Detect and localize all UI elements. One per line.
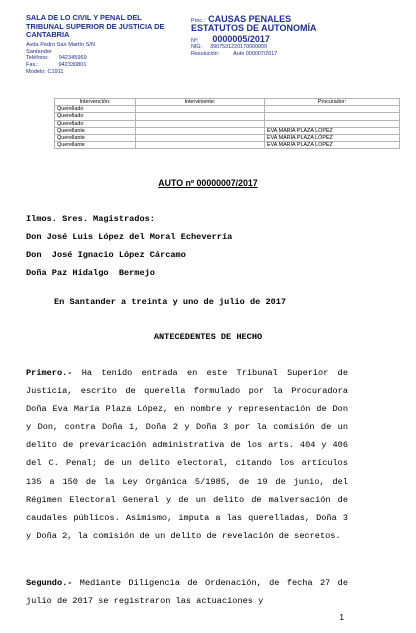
institution-name [26, 14, 186, 40]
place-date: En Santander a treinta y uno de julio de 2017 [54, 297, 287, 307]
case-number-row [191, 34, 391, 44]
column-header: Intervención: [55, 99, 136, 106]
nig-value: 3907531220170000009 [210, 44, 268, 50]
auto-title: AUTO nº 00000007/2017 [158, 178, 258, 188]
nig-label: NIG: [191, 44, 203, 50]
fax-label: Fax.: [26, 62, 39, 69]
table-cell: Querellado [55, 113, 136, 120]
table-row [55, 142, 400, 149]
table-cell [136, 142, 265, 149]
magistrate-name: Don José Luis López del Moral Echeverría [26, 232, 233, 242]
primero-label: Primero.- [26, 368, 73, 378]
table-row [55, 106, 400, 113]
table-cell: EVA MARÍA PLAZA LOPEZ [265, 142, 400, 149]
resolution-value: Auto 000007/2017 [233, 50, 278, 57]
primero-paragraph [26, 364, 348, 545]
magistrates-heading: Ilmos. Sres. Magistrados: [26, 214, 155, 224]
table-cell: Querellado [55, 106, 136, 113]
institution-line: SALA DE LO CIVIL Y PENAL DEL [26, 13, 142, 22]
table-cell: Querellante [55, 135, 136, 142]
resolution-label: Resolución: [191, 50, 220, 57]
proc-subtitle: ESTATUTOS DE AUTONOMÍA [191, 23, 317, 33]
case-number: 0000005/2017 [212, 34, 270, 44]
column-header: Interviniente: [136, 99, 265, 106]
parties-table [54, 98, 400, 149]
resolution-row [191, 51, 391, 58]
magistrate-name: Doña Paz Hidalgo Bermejo [26, 268, 155, 278]
table-row [55, 113, 400, 120]
page-number: 1 [339, 612, 344, 622]
nig-row [191, 44, 391, 51]
segundo-text: Mediante Diligencia de Ordenación, de fecha 27 de julio de 2017 se registraron las actuaciones y [26, 578, 348, 607]
table-row [55, 120, 400, 127]
fax-row [26, 62, 186, 69]
column-header: Procurador: [265, 99, 400, 106]
phone-label: Teléfono: [26, 55, 49, 62]
model-line: Modelo: C1911 [26, 68, 64, 75]
table-cell [136, 127, 265, 134]
table-cell [265, 106, 400, 113]
table-cell [136, 120, 265, 127]
table-cell: Querellante [55, 142, 136, 149]
table-row [55, 135, 400, 142]
phone-row [26, 55, 186, 62]
table-cell: Querellante [55, 127, 136, 134]
table-cell [265, 113, 400, 120]
phone-value: 942345969 [58, 55, 87, 62]
table-cell: EVA MARÍA PLAZA LÓPEZ [265, 135, 400, 142]
antecedentes-heading: ANTECEDENTES DE HECHO [153, 332, 263, 342]
proc-title: CAUSAS PENALES [208, 14, 292, 24]
proc-label: Proc.: [191, 18, 206, 24]
court-address [26, 42, 186, 76]
address-line: Avda Pedro San Martín S/N [26, 41, 95, 48]
segundo-paragraph [26, 574, 348, 610]
table-header-row [55, 99, 400, 106]
table-cell: Querellado [55, 120, 136, 127]
court-header [26, 14, 186, 76]
case-header [191, 14, 391, 57]
city-line: Santander [26, 48, 52, 55]
table-cell [265, 120, 400, 127]
institution-line: TRIBUNAL SUPERIOR DE JUSTICIA DE [26, 21, 165, 31]
table-cell [136, 106, 265, 113]
table-cell [136, 113, 265, 120]
table-row [55, 127, 400, 134]
segundo-label: Segundo.- [26, 578, 73, 588]
case-number-label: Nº: [191, 38, 199, 44]
institution-line: CANTABRIA [26, 30, 70, 40]
fax-value: 942330801 [58, 62, 87, 69]
table-cell: EVA MARÍA PLAZA LOPEZ [265, 127, 400, 134]
table-cell [136, 135, 265, 142]
magistrate-name: Don José Ignacio López Cárcamo [26, 250, 186, 260]
primero-text: Ha tenido entrada en este Tribunal Superior de Justicia, escrito de querella formulado por la Procuradora Doña Eva María Plaza López, en nombre y representación de Don y Don, contra Doña 1, Doña 2 y Doña 3 por la comisión de un delito de prevaricación administrativa de los arts. 404 y 406 del C. Penal; de un delito electoral, citando los artículos 135 a 150 de la Ley Orgánica 5/1985, de 19 de junio, del Régimen Electoral General y de un delito de malversación de caudales públicos. Asimismo, imputa a las querelladas, Doña 3 y Doña 2, la comisión de un delito de revelación de secretos. [26, 368, 348, 541]
